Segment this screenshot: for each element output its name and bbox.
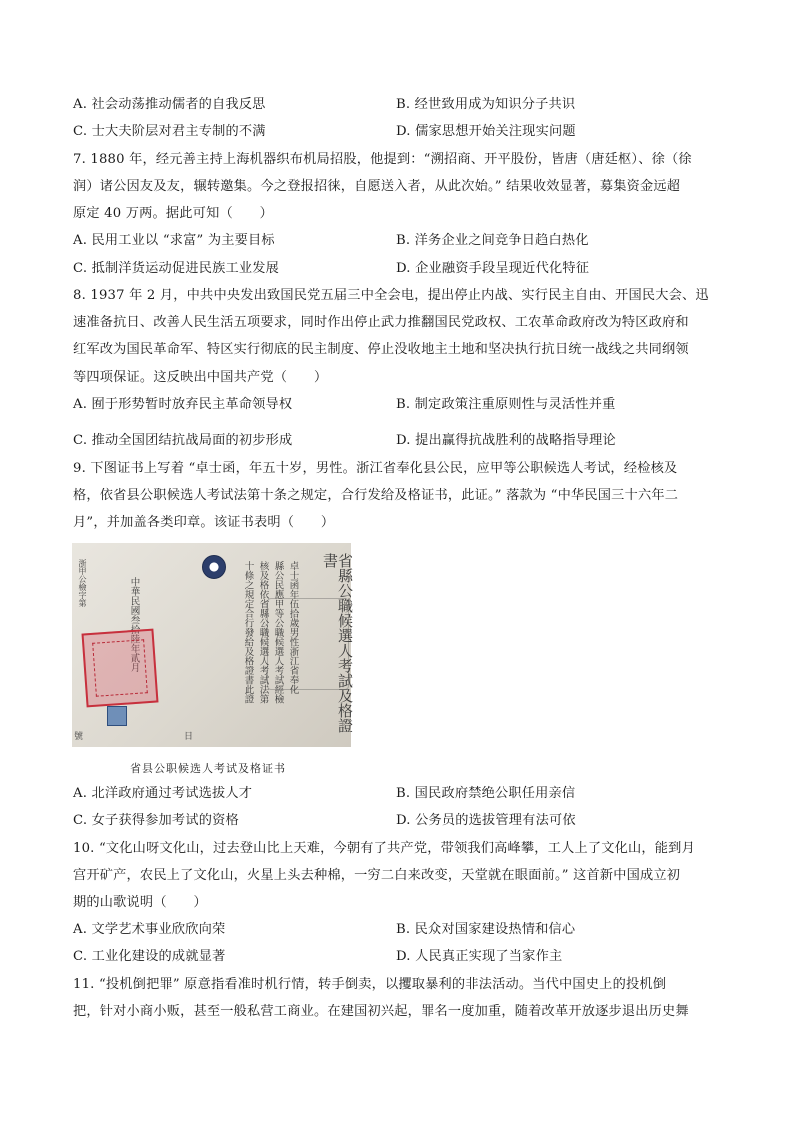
q6-option-b[interactable]: B. 经世致用成为知识分子共识 [396, 97, 576, 112]
q9-option-d[interactable]: D. 公务员的选拔管理有法可依 [396, 813, 576, 828]
certificate-body-col2: 縣公民應甲等公職候選人考試經檢 [272, 561, 284, 704]
q10-stem-line1: 10. “文化山呀文化山，过去登山比上天难，今朝有了共产党，带领我们高峰攀，工人上了文化山，能到月 [73, 841, 695, 856]
q10-option-a[interactable]: A. 文学艺术事业欣欣向荣 [73, 922, 226, 937]
q10-option-c[interactable]: C. 工业化建设的成就显著 [73, 949, 226, 964]
red-seal-icon [82, 629, 159, 708]
certificate-image [72, 543, 354, 747]
q7-stem-line1: 7. 1880 年，经元善主持上海机器织布机局招股，他提到：“溯招商、开平股份，皆唐（唐廷枢）、徐（徐 [73, 152, 692, 167]
emblem-icon [202, 555, 226, 579]
q9-stem-line1: 9. 下图证书上写着 “卓士函，年五十岁，男性。浙江省奉化县公民，应甲等公职候选人考试，经检核及 [73, 461, 678, 476]
q7-option-d[interactable]: D. 企业融资手段呈现近代化特征 [396, 261, 590, 276]
q7-option-a[interactable]: A. 民用工业以 “求富” 为主要目标 [73, 233, 275, 248]
q6-option-c[interactable]: C. 士大夫阶层对君主专制的不满 [73, 124, 266, 139]
q9-option-c[interactable]: C. 女子获得参加考试的资格 [73, 813, 239, 828]
q10-option-d[interactable]: D. 人民真正实现了当家作主 [396, 949, 563, 964]
q11-stem-line2: 把，针对小商小贩，甚至一般私营工商业。在建国初兴起，罪名一度加重，随着改革开放逐步退出历史舞 [73, 1004, 689, 1019]
q8-stem-line4: 等四项保证。这反映出中国共产党（ ） [73, 370, 328, 385]
q8-stem-line1: 8. 1937 年 2 月，中共中央发出致国民党五届三中全会电，提出停止内战、实行民主自由、开国民大会、迅 [73, 288, 709, 303]
q8-option-c[interactable]: C. 推动全国团结抗战局面的初步形成 [73, 433, 293, 448]
certificate-body-col3: 核及格依省縣公職候選人考試法第 [257, 561, 269, 704]
q8-option-b[interactable]: B. 制定政策注重原则性与灵活性并重 [396, 397, 616, 412]
q10-stem-line2: 宫开矿产，农民上了文化山，火星上头去种棉，一穷二白来改变，天堂就在眼面前。” 这首新中国成立初 [73, 868, 681, 883]
q7-stem-line2: 润）诸公因友及友，辗转邀集。今之登报招徕，自愿送入者，从此次始。” 结果收效显著，募集资金远超 [73, 179, 681, 194]
q8-stem-line3: 红军改为国民革命军、特区实行彻底的民主制度、停止没收地主土地和坚决执行抗日统一战线之共同纲领 [73, 342, 689, 357]
image-caption: 省县公职候选人考试及格证书 [130, 762, 286, 775]
q9-stem-line2: 格，依省县公职候选人考试法第十条之规定，合行发给及格证书，此证。” 落款为 “中华民国三十六年二 [73, 488, 679, 503]
q8-option-a[interactable]: A. 囿于形势暂时放弃民主革命领导权 [73, 397, 293, 412]
q6-option-a[interactable]: A. 社会动荡推动儒者的自我反思 [73, 97, 266, 112]
q6-option-d[interactable]: D. 儒家思想开始关注现实问题 [396, 124, 576, 139]
q7-option-b[interactable]: B. 洋务企业之间竞争日趋白热化 [396, 233, 589, 248]
q7-option-c[interactable]: C. 抵制洋货运动促进民族工业发展 [73, 261, 280, 276]
q7-stem-line3: 原定 40 万两。据此可知（ ） [73, 206, 274, 221]
q8-stem-line2: 速准备抗日、改善人民生活五项要求，同时作出停止武力推翻国民党政权、工农革命政府改为特区政府和 [73, 315, 689, 330]
certificate-footer-right: 日 [184, 732, 194, 742]
q9-option-a[interactable]: A. 北洋政府通过考试选拔人才 [73, 786, 253, 801]
q9-option-b[interactable]: B. 国民政府禁绝公职任用亲信 [396, 786, 576, 801]
blue-stamp-icon [107, 706, 127, 726]
certificate-number: 浙甲公檢字第 [78, 559, 87, 607]
q10-option-b[interactable]: B. 民众对国家建设热情和信心 [396, 922, 576, 937]
q8-option-d[interactable]: D. 提出赢得抗战胜利的战略指导理论 [396, 433, 616, 448]
certificate-footer-left: 號 [74, 732, 84, 742]
certificate-title: 省縣公職候選人考試及格證書 [321, 553, 354, 733]
certificate-body-col4: 十條之規定合行發給及格證書此證 [242, 561, 254, 704]
q10-stem-line3: 期的山歌说明（ ） [73, 895, 207, 910]
certificate-body-col1: 卓士函年伍拾歲男性浙江省奉化 [287, 561, 299, 694]
certificate-date: 中華民國叁拾陸年貳月 [128, 577, 140, 672]
q9-stem-line3: 月”，并加盖各类印章。该证书表明（ ） [73, 515, 335, 530]
q11-stem-line1: 11. “投机倒把罪” 原意指看准时机行情，转手倒卖，以攫取暴利的非法活动。当代中国史上的投机倒 [73, 977, 667, 992]
